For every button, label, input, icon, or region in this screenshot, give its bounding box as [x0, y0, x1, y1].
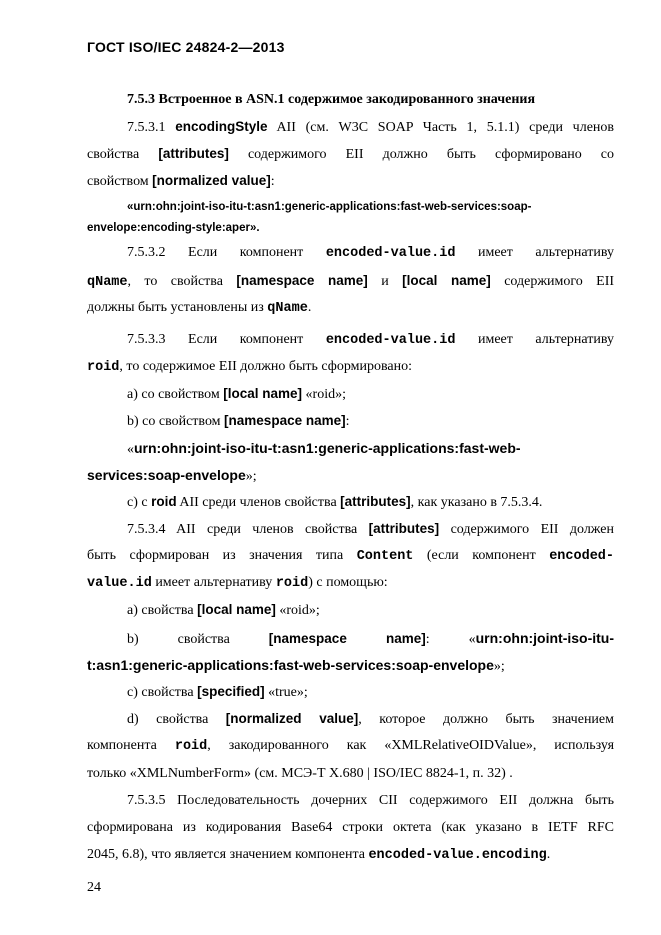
para-7534-line2: быть сформирован из значения типа Content (если компонент encoded- [87, 548, 614, 564]
section-title: 7.5.3 Встроенное в ASN.1 содержимое закодированного значения [127, 92, 536, 107]
urn-encoding-style-line2: envelope:encoding-style:aper». [87, 222, 260, 234]
para-7534-line1: 7.5.3.4 AII среди членов свойства [attributes] содержимого EII должен [127, 521, 614, 537]
para-7533-line2: roid, то содержимое EII должно быть сформировано: [87, 359, 413, 375]
para-7531-line1: 7.5.3.1 encodingStyle AII (см. W3C SOAP Часть 1, 5.1.1) среди членов [127, 119, 615, 135]
item-7534-c: c) свойства [specified] «true»; [127, 684, 308, 700]
urn-encoding-style-line1: «urn:ohn:joint-iso-itu-t:asn1:generic-applications:fast-web-services:soap- [127, 201, 532, 213]
item-7534-b-line2: t:asn1:generic-applications:fast-web-services:soap-envelope»; [87, 657, 505, 674]
para-7531-line2: свойства [attributes] содержимого EII должно быть сформировано со [87, 146, 615, 162]
item-7534-d-line1: d) свойства [normalized value], которое должно быть значением [127, 711, 614, 727]
para-7535-line3: 2045, 6.8), что является значением компонента encoded-value.encoding. [87, 847, 551, 863]
document-header: ГОСТ ISO/IEC 24824-2—2013 [87, 39, 285, 55]
page-number: 24 [87, 880, 101, 895]
item-7533-a: a) со свойством [local name] «roid»; [127, 386, 346, 402]
item-7533-c: c) с roid AII среди членов свойства [attributes], как указано в 7.5.3.4. [127, 494, 543, 510]
item-7534-b-line1: b) свойства [namespace name]: «urn:ohn:joint-iso-itu- [127, 630, 615, 647]
para-7535-line2: сформирована из кодирования Base64 строки октета (как указано в IETF RFC [87, 820, 614, 835]
para-7532-line2: qName, то свойства [namespace name] и [local name] содержимого EII [87, 273, 615, 290]
para-7532-line3: должны быть установлены из qName. [87, 300, 312, 316]
para-7532-line1: 7.5.3.2 Если компонент encoded-value.id имеет альтернативу [127, 245, 614, 261]
item-7534-d-line3: только «XMLNumberForm» (см. МСЭ-Т X.680 | ISO/IEC 8824-1, п. 32) . [87, 766, 513, 781]
item-7533-b: b) со свойством [namespace name]: [127, 413, 350, 429]
urn-soap-envelope-line1: «urn:ohn:joint-iso-itu-t:asn1:generic-applications:fast-web- [127, 440, 521, 457]
para-7534-line3: value.id имеет альтернативу roid) с помощью: [87, 575, 388, 591]
para-7535-line1: 7.5.3.5 Последовательность дочерних CII содержимого EII должна быть [127, 793, 614, 808]
item-7534-a: a) свойства [local name] «roid»; [127, 602, 320, 618]
urn-soap-envelope-line2: services:soap-envelope»; [87, 467, 257, 484]
para-7531-line3: свойством [normalized value]: [87, 173, 275, 189]
para-7533-line1: 7.5.3.3 Если компонент encoded-value.id имеет альтернативу [127, 332, 614, 348]
item-7534-d-line2: компонента roid, закодированного как «XMLRelativeOIDValue», используя [87, 738, 615, 754]
